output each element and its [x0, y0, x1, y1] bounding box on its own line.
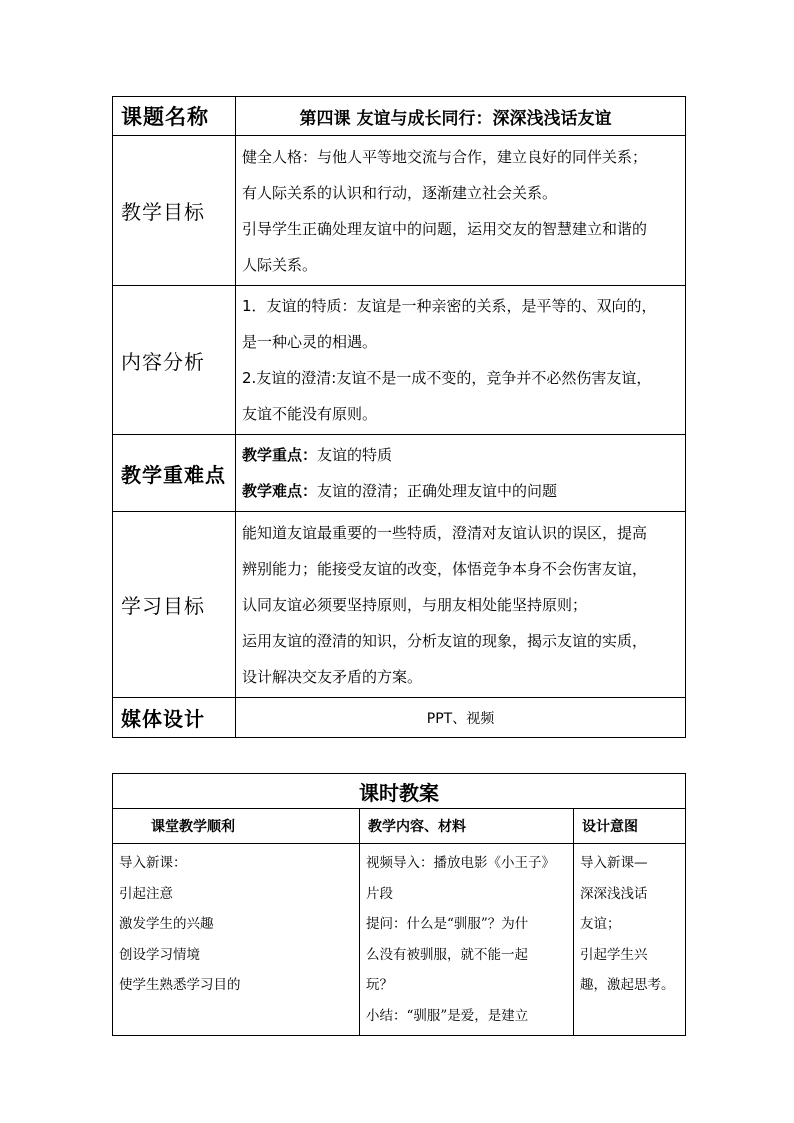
content-line: 提问：什么是“驯服”？为什	[366, 916, 529, 932]
content-line: 玩？	[366, 977, 393, 993]
content-analysis-line: 友谊不能没有原则。	[242, 405, 378, 423]
learning-goal-line: 认同友谊必须要坚持原则，与朋友相处能坚持原则；	[242, 595, 588, 614]
header-row	[113, 97, 686, 136]
media-row	[113, 698, 686, 738]
procedure-cell	[113, 844, 360, 1036]
learning-goal-line: 运用友谊的澄清的知识，分析友谊的现象，揭示友谊的实质，	[242, 631, 648, 650]
column-header: 设计意图	[574, 809, 686, 844]
content-analysis-row	[113, 286, 686, 435]
focus-label: 教学重点：	[242, 446, 318, 464]
intent-line: 导入新课—	[580, 855, 648, 871]
learning-goals-content	[236, 512, 686, 698]
teaching-goal-line: 引导学生正确处理友谊中的问题，运用交友的智慧建立和谐的	[242, 219, 648, 238]
lesson-plan-header-row	[113, 809, 686, 844]
lesson-title: 第四课 友谊与成长同行：深深浅浅话友谊	[236, 97, 686, 136]
lesson-plan-table	[112, 773, 686, 1036]
intent-line: 引起学生兴	[580, 946, 648, 963]
lesson-plan-title-row	[113, 774, 686, 809]
procedure-line: 导入新课：	[119, 855, 187, 871]
content-line: 视频导入：播放电影《小王子》	[366, 855, 555, 871]
procedure-line: 引起注意	[119, 885, 173, 902]
focus-text: 友谊的特质	[317, 446, 393, 464]
key-points-content	[236, 435, 686, 512]
learning-goals-row	[113, 512, 686, 698]
content-line: 片段	[366, 885, 393, 902]
learning-goal-line: 辨别能力；能接受友谊的改变，体悟竞争本身不会伤害友谊，	[242, 559, 648, 578]
media-label: 媒体设计	[113, 698, 236, 738]
key-points-row	[113, 435, 686, 512]
teaching-goals-label: 教学目标	[113, 136, 236, 286]
teaching-goal-line: 人际关系。	[242, 255, 318, 274]
procedure-line: 创设学习情境	[119, 946, 200, 963]
learning-goal-line: 设计解决交友矛盾的方案。	[242, 667, 423, 686]
content-line: 么没有被驯服，就不能一起	[366, 946, 528, 963]
content-cell	[360, 844, 574, 1036]
teaching-goals-row	[113, 136, 686, 286]
teaching-goal-line: 有人际关系的认识和行动，逐渐建立社会关系。	[242, 183, 558, 202]
lesson-info-table	[112, 96, 686, 738]
topic-label: 课题名称	[113, 97, 236, 136]
intent-line: 深深浅浅话	[580, 885, 648, 902]
difficulty-text: 友谊的澄清；正确处理友谊中的问题	[317, 482, 558, 500]
learning-goals-label: 学习目标	[113, 512, 236, 698]
difficulty-label: 教学难点：	[242, 482, 318, 500]
teaching-goal-line: 健全人格：与他人平等地交流与合作，建立良好的同伴关系；	[242, 147, 648, 166]
content-analysis-content	[236, 286, 686, 435]
procedure-line: 使学生熟悉学习目的	[119, 977, 241, 993]
lesson-plan-body-row	[113, 844, 686, 1036]
content-analysis-line: 是一种心灵的相遇。	[242, 333, 378, 351]
lesson-plan-title: 课时教案	[113, 774, 686, 809]
content-line: 小结：“驯服”是爱，是建立	[366, 1007, 529, 1024]
column-header: 课堂教学顺利	[113, 809, 360, 844]
column-header: 教学内容、材料	[360, 809, 574, 844]
learning-goal-line: 能知道友谊最重要的一些特质，澄清对友谊认识的误区，提高	[242, 523, 648, 542]
media-value: PPT、视频	[236, 698, 686, 738]
key-points-label: 教学重难点	[113, 435, 236, 512]
content-analysis-line: 1．友谊的特质：友谊是一种亲密的关系，是平等的、双向的，	[242, 297, 657, 315]
intent-line: 友谊；	[580, 916, 621, 932]
teaching-goals-content	[236, 136, 686, 286]
content-analysis-line: 2.友谊的澄清:友谊不是一成不变的，竞争并不必然伤害友谊，	[242, 369, 652, 387]
procedure-line: 激发学生的兴趣	[119, 916, 214, 932]
intent-cell	[574, 844, 686, 1036]
intent-line: 趣，激起思考。	[580, 977, 675, 993]
content-analysis-label: 内容分析	[113, 286, 236, 435]
